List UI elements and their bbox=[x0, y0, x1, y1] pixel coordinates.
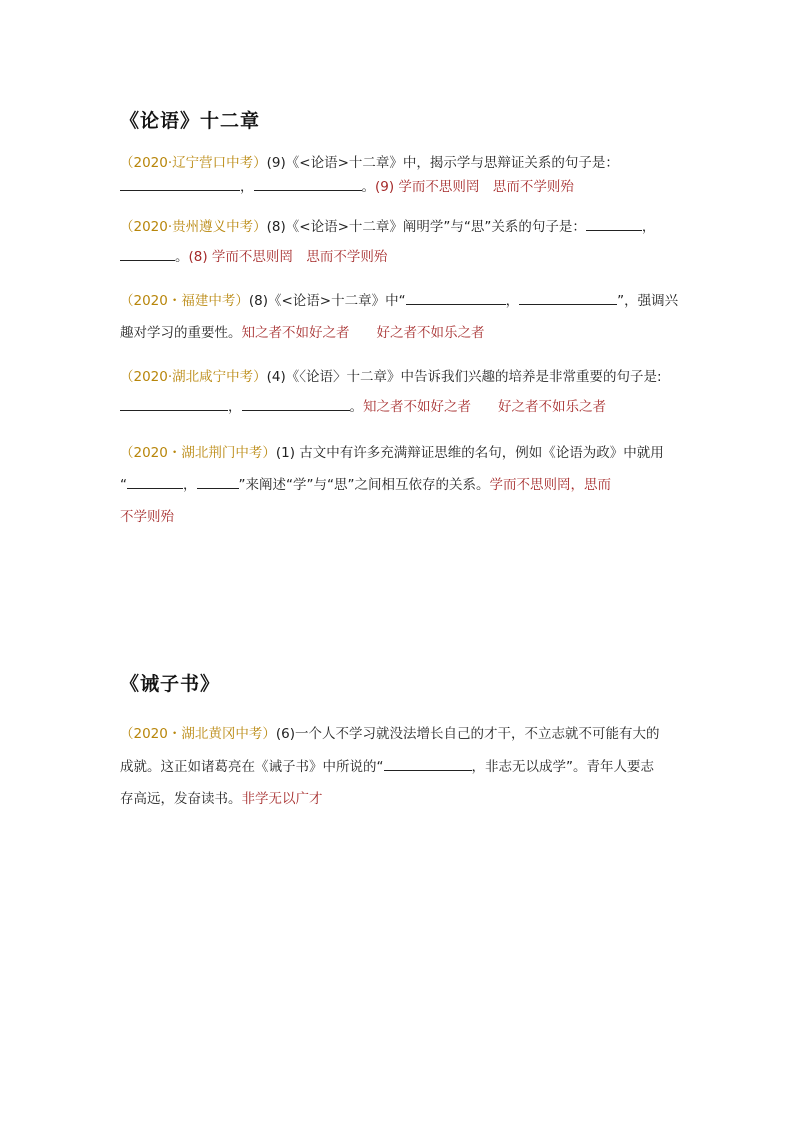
answer-text-cont: 不学则殆 bbox=[120, 509, 174, 525]
answer-blank bbox=[384, 758, 472, 771]
answer-text: 知之者不如好之者 好之者不如乐之者 bbox=[363, 399, 606, 415]
question-source: （2020·湖北咸宁中考） bbox=[120, 369, 267, 385]
period: 。 bbox=[349, 399, 363, 415]
question-source: （2020·辽宁营口中考） bbox=[120, 155, 267, 171]
question-6-line-2 bbox=[120, 758, 654, 776]
answer-blank bbox=[242, 398, 350, 411]
question-stem-cont: 存高远，发奋读书。 bbox=[120, 791, 242, 807]
answer-blank bbox=[254, 178, 362, 191]
question-4-line-1 bbox=[120, 368, 662, 386]
answer-text: 知之者不如好之者 好之者不如乐之者 bbox=[241, 325, 485, 341]
question-stem: (9)《<论语>十二章》中，揭示学与思辩证关系的句子是： bbox=[266, 155, 619, 171]
question-source: （2020・湖北黄冈中考） bbox=[120, 726, 276, 742]
question-stem-cont: 成就。这正如诸葛亮在《诫子书》中所说的“ bbox=[120, 759, 384, 775]
period: 。 bbox=[361, 179, 375, 195]
question-3-line-1 bbox=[120, 292, 678, 310]
answer-blank bbox=[120, 248, 175, 261]
question-stem: (6)一个人不学习就没法增长自己的才干，不立志就不可能有大的 bbox=[275, 726, 660, 742]
answer-blank bbox=[519, 292, 617, 305]
section-title-lunyu: 《论语》十二章 bbox=[120, 110, 261, 132]
question-5-line-1 bbox=[120, 444, 664, 462]
separator: ， bbox=[505, 293, 520, 309]
period: 。 bbox=[175, 249, 189, 265]
answer-text: 学而不思则罔，思而 bbox=[489, 477, 611, 493]
question-source: （2020・福建中考） bbox=[120, 293, 249, 309]
question-stem: (8)《<论语>十二章》中“ bbox=[248, 293, 406, 309]
separator: ， bbox=[183, 477, 197, 493]
question-source: （2020・湖北荆门中考） bbox=[120, 445, 276, 461]
question-6-line-3 bbox=[120, 790, 323, 808]
question-stem: (1) 古文中有许多充满辩证思维的名句，例如《论语为政》中就用 bbox=[275, 445, 664, 461]
answer-text: (8) 学而不思则罔 思而不学则殆 bbox=[188, 249, 388, 265]
answer-text: 非学无以广才 bbox=[241, 791, 323, 807]
question-stem-cont: ”，强调兴 bbox=[617, 293, 679, 309]
answer-blank bbox=[120, 398, 228, 411]
separator: ， bbox=[228, 399, 242, 415]
question-stem-cont: ，非志无以成学”。青年人要志 bbox=[471, 759, 654, 775]
question-3-line-2 bbox=[120, 324, 485, 342]
question-6-line-1 bbox=[120, 725, 659, 743]
separator: ， bbox=[240, 179, 254, 195]
question-stem-cont: 趣对学习的重要性。 bbox=[120, 325, 242, 341]
question-stem-cont: ”来阐述“学”与“思”之间相互依存的关系。 bbox=[238, 477, 490, 493]
answer-blank bbox=[586, 218, 642, 231]
question-2-line-1 bbox=[120, 218, 655, 236]
answer-blank bbox=[120, 178, 240, 191]
question-4-line-2 bbox=[120, 398, 606, 416]
answer-text: (9) 学而不思则罔 思而不学则殆 bbox=[375, 179, 574, 195]
question-1-line-1 bbox=[120, 154, 619, 172]
answer-blank bbox=[127, 476, 183, 489]
question-2-line-2 bbox=[120, 248, 387, 266]
question-5-line-2 bbox=[120, 476, 611, 494]
question-source: （2020·贵州遵义中考） bbox=[120, 219, 267, 235]
separator: ， bbox=[641, 219, 656, 235]
quote-open: “ bbox=[120, 477, 127, 493]
question-stem: (4)《〈论语〉十二章》中告诉我们兴趣的培养是非常重要的句子是: bbox=[266, 369, 662, 385]
question-stem: (8)《<论语>十二章》阐明学”与“思”关系的句子是： bbox=[266, 219, 586, 235]
answer-blank bbox=[406, 292, 506, 305]
question-1-line-2 bbox=[120, 178, 574, 196]
question-5-line-3 bbox=[120, 508, 174, 526]
section-title-jiezishu: 《诫子书》 bbox=[120, 673, 221, 695]
answer-blank bbox=[197, 476, 239, 489]
